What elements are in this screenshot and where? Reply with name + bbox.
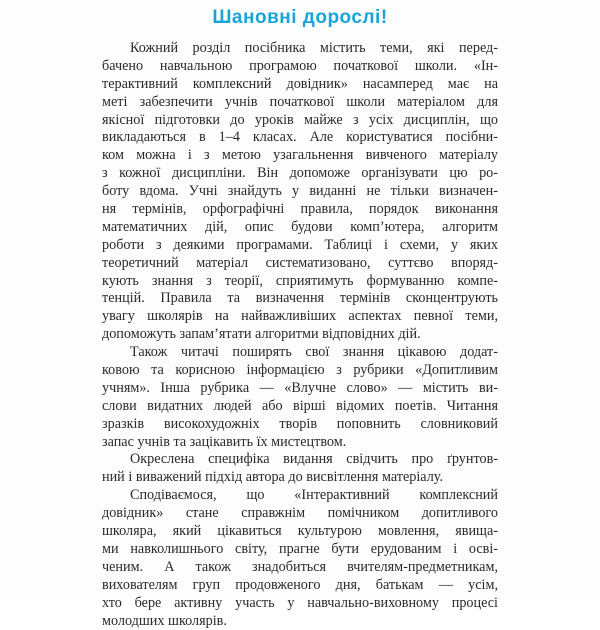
text-line: допоможуть запам’ятати алгоритми відповідних дій.: [102, 326, 498, 344]
text-line: якісної підготовки до уроків майже з усіх дисциплін, що: [102, 112, 498, 130]
paragraph-2: [102, 344, 498, 451]
text-line: викладаються в 1–4 класах. Але користуватися посібни-: [102, 129, 498, 147]
text-line: учням». Інша рубрика — «Влучне слово» — містить ви-: [102, 380, 498, 398]
text-line: запас учнів та зацікавить їх мистецтвом.: [102, 434, 498, 452]
paragraph-1: [102, 40, 498, 344]
text-line: хто бере активну участь у навчально-виховному процесі: [102, 595, 498, 613]
text-line: вихователям груп продовженого дня, батькам — усім,: [102, 577, 498, 595]
text-line: довідник» стане справжнім помічником допитливого: [102, 505, 498, 523]
text-line: терактивний комплексний довідник» насамперед має на: [102, 76, 498, 94]
text-line: боту вдома. Учні знайдуть у виданні не тільки визначен-: [102, 183, 498, 201]
text-line: математичних дій, опис будови комп’ютера, алгоритм: [102, 219, 498, 237]
text-line: з кожної дисципліни. Він допоможе організувати цю ро-: [102, 165, 498, 183]
text-line: школяра, який цікавиться культурою мовлення, явища-: [102, 523, 498, 541]
text-line: Окреслена специфіка видання свідчить про ґрунтов-: [102, 451, 498, 469]
paragraph-4: [102, 487, 498, 630]
text-line: молодших школярів.: [102, 613, 498, 630]
text-line: бачено навчальною програмою початкової школи. «Ін-: [102, 58, 498, 76]
text-line: Також читачі поширять свої знання цікавою додат-: [102, 344, 498, 362]
text-line: меті забезпечити учнів початкової школи матеріалом для: [102, 94, 498, 112]
text-line: увагу школярів на найважливіших аспектах певної теми,: [102, 308, 498, 326]
text-line: Кожний розділ посібника містить теми, які перед-: [102, 40, 498, 58]
text-line: ний і виважений підхід автора до висвітлення матеріалу.: [102, 469, 498, 487]
text-line: тенцій. Правила та визначення термінів сконцентрують: [102, 290, 498, 308]
text-line: теоретичний матеріал систематизовано, суттєво впоряд-: [102, 255, 498, 273]
paragraph-3: [102, 451, 498, 487]
text-line: ченим. А також знадобиться вчителям-предметникам,: [102, 559, 498, 577]
text-line: роботи з деякими програмами. Таблиці і схеми, у яких: [102, 237, 498, 255]
text-line: ня термінів, орфографічні правила, порядок виконання: [102, 201, 498, 219]
text-line: слови видатних людей або вірші відомих поетів. Читання: [102, 398, 498, 416]
text-line: Сподіваємося, що «Інтерактивний комплексний: [102, 487, 498, 505]
text-line: ком можна і з метою узагальнення вивченого матеріалу: [102, 147, 498, 165]
text-line: зразків високохудожніх творів поповнить словниковий: [102, 416, 498, 434]
text-line: ми навколишнього світу, прагне бути ерудованим і осві-: [102, 541, 498, 559]
text-line: ковою та корисною інформацією з рубрики «Допитливим: [102, 362, 498, 380]
body-text: [102, 40, 498, 630]
text-line: кують знання з теорії, сприятимуть формуванню компе-: [102, 273, 498, 291]
page-title: Шановні дорослі!: [0, 7, 600, 29]
